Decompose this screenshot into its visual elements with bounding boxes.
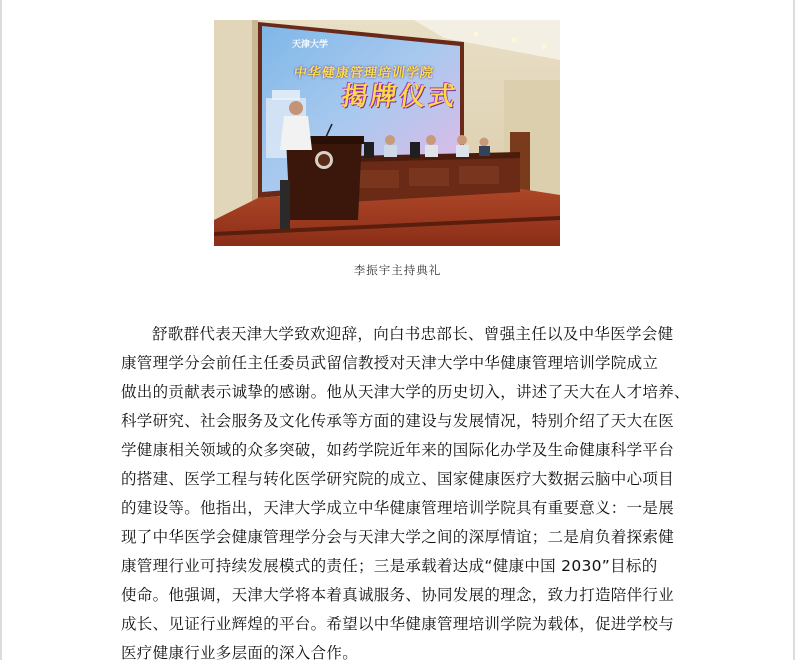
article-line: 使命。他强调，天津大学将本着真诚服务、协同发展的理念，致力打造陪伴行业 (121, 586, 675, 604)
page-border-left (0, 0, 2, 660)
article-line: 医疗健康行业多层面的深入合作。 (121, 644, 359, 660)
ceremony-photo (214, 20, 560, 246)
banner-title-line1: 中华健康管理培训学院 (292, 66, 435, 81)
banner-title-line2: 揭牌仪式 (339, 82, 460, 112)
article-line: 科学研究、社会服务及文化传承等方面的建设与发展情况，特别介绍了天大在医 (121, 412, 675, 430)
article-line: 康管理学分会前任主任委员武留信教授对天津大学中华健康管理培训学院成立 (121, 354, 659, 372)
article-line: 的搭建、医学工程与转化医学研究院的成立、国家健康医疗大数据云脑中心项目 (121, 470, 675, 488)
article-line: 学健康相关领域的众多突破，如药学院近年来的国际化办学及生命健康科学平台 (121, 441, 675, 459)
article-line: 康管理行业可持续发展模式的责任；三是承载着达成“健康中国 2030”目标的 (121, 557, 658, 575)
article-line: 现了中华医学会健康管理学分会与天津大学之间的深厚情谊；二是肩负着探索健 (121, 528, 675, 546)
article-paragraph (121, 320, 690, 660)
banner-logo: 天津大学 (292, 40, 329, 50)
article-line: 做出的贡献表示诚挚的感谢。他从天津大学的历史切入，讲述了天大在人才培养、 (121, 383, 690, 401)
article-line: 的建设等。他指出，天津大学成立中华健康管理培训学院具有重要意义：一是展 (121, 499, 675, 517)
photo-caption: 李振宇主持典礼 (353, 263, 442, 277)
ceremony-photo-illustration (214, 20, 560, 246)
article-line: 舒歌群代表天津大学致欢迎辞，向白书忠部长、曾强主任以及中华医学会健 (152, 325, 674, 343)
article-line: 成长、见证行业辉煌的平台。希望以中华健康管理培训学院为载体，促进学校与 (121, 615, 675, 633)
